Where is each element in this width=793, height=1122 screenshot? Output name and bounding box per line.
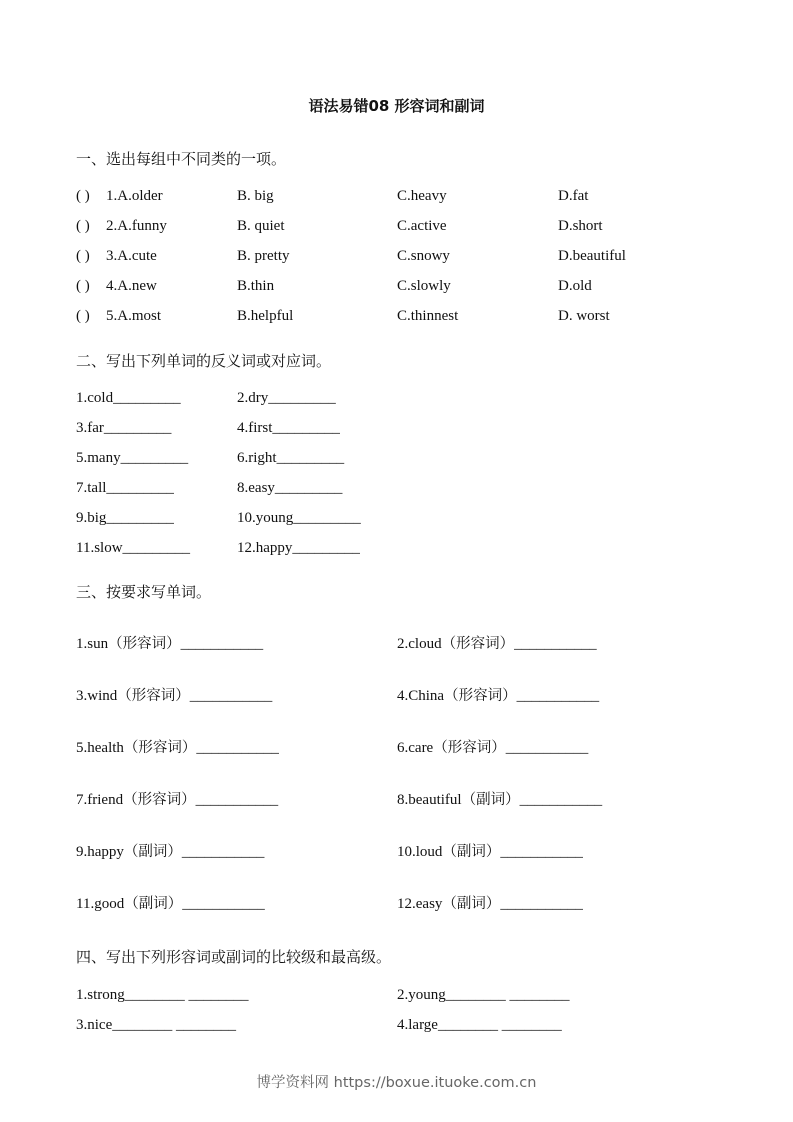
base-word: 6.care [397, 740, 434, 756]
answer-blank: ___________ [180, 636, 264, 652]
option-a: 5.A.most [106, 308, 162, 324]
base-word: 2.cloud [397, 636, 442, 652]
part-of-speech-hint: （形容词） [123, 740, 197, 756]
section3-heading: 三、按要求写单词。 [76, 583, 212, 601]
word-blank: 10.young_________ [237, 510, 361, 526]
footer-watermark: 博学资料网 https://boxue.ituoke.com.cn [256, 1075, 537, 1091]
option-a: 1.A.older [106, 188, 163, 204]
word-blank: 5.many_________ [76, 450, 189, 466]
part-of-speech-hint: （副词） [442, 844, 501, 860]
option-c: C.snowy [397, 248, 450, 264]
answer-blank: ___________ [500, 896, 583, 912]
option-a: 4.A.new [106, 278, 157, 294]
base-word: 4.China [397, 688, 445, 704]
option-c: C.slowly [397, 278, 451, 294]
option-d: D.beautiful [558, 248, 626, 264]
word-form-item [76, 840, 264, 861]
word-blank: 4.first_________ [237, 420, 340, 436]
word-blank: 2.dry_________ [237, 390, 336, 406]
comparison-blank: 2.young________ ________ [397, 987, 570, 1003]
option-d: D.old [558, 278, 592, 294]
option-c: C.thinnest [397, 308, 459, 324]
answer-paren: ( ) [76, 248, 90, 264]
word-form-item [397, 788, 602, 809]
answer-blank: ___________ [182, 896, 265, 912]
answer-paren: ( ) [76, 218, 90, 234]
page-title: 语法易错08 形容词和副词 [308, 97, 485, 115]
comparison-blank: 4.large________ ________ [397, 1017, 562, 1033]
word-form-item [76, 736, 279, 757]
answer-blank: ___________ [189, 688, 273, 704]
word-blank: 9.big_________ [76, 510, 174, 526]
answer-paren: ( ) [76, 278, 90, 294]
comparison-blank: 1.strong________ ________ [76, 987, 249, 1003]
part-of-speech-hint: （形容词） [441, 636, 515, 652]
part-of-speech-hint: （副词） [123, 844, 182, 860]
comparison-blank: 3.nice________ ________ [76, 1017, 236, 1033]
section1-heading: 一、选出每组中不同类的一项。 [76, 150, 287, 168]
word-form-item [397, 632, 597, 653]
part-of-speech-hint: （副词） [442, 896, 501, 912]
word-blank: 7.tall_________ [76, 480, 174, 496]
word-blank: 3.far_________ [76, 420, 172, 436]
part-of-speech-hint: （形容词） [108, 636, 181, 652]
option-d: D. worst [558, 308, 610, 324]
option-b: B.helpful [237, 308, 294, 324]
word-blank: 6.right_________ [237, 450, 345, 466]
word-form-item [397, 892, 583, 913]
word-form-item [76, 892, 265, 913]
base-word: 9.happy [76, 844, 124, 860]
option-d: D.fat [558, 188, 589, 204]
part-of-speech-hint: （形容词） [433, 740, 506, 756]
option-b: B. pretty [237, 248, 290, 264]
base-word: 3.wind [76, 688, 118, 704]
option-d: D.short [558, 218, 603, 234]
section4-heading: 四、写出下列形容词或副词的比较级和最高级。 [76, 948, 392, 966]
word-form-item [397, 736, 588, 757]
part-of-speech-hint: （形容词） [123, 792, 196, 808]
answer-blank: ___________ [514, 636, 597, 652]
section2-heading: 二、写出下列单词的反义词或对应词。 [76, 352, 332, 370]
option-b: B.thin [237, 278, 275, 294]
base-word: 5.health [76, 740, 124, 756]
option-c: C.active [397, 218, 447, 234]
answer-blank: ___________ [181, 844, 265, 860]
word-blank: 8.easy_________ [237, 480, 343, 496]
answer-blank: ___________ [195, 792, 279, 808]
word-form-item [397, 684, 599, 705]
option-a: 2.A.funny [106, 218, 167, 234]
answer-paren: ( ) [76, 188, 90, 204]
base-word: 12.easy [397, 896, 443, 912]
answer-blank: ___________ [519, 792, 603, 808]
answer-blank: ___________ [516, 688, 600, 704]
answer-blank: ___________ [505, 740, 589, 756]
word-blank: 1.cold_________ [76, 390, 181, 406]
option-b: B. quiet [237, 218, 285, 234]
answer-paren: ( ) [76, 308, 90, 324]
word-blank: 11.slow_________ [76, 540, 191, 556]
answer-blank: ___________ [196, 740, 279, 756]
base-word: 11.good [76, 896, 125, 912]
base-word: 8.beautiful [397, 792, 462, 808]
answer-blank: ___________ [500, 844, 583, 860]
part-of-speech-hint: （副词） [124, 896, 183, 912]
option-b: B. big [237, 188, 274, 204]
part-of-speech-hint: （副词） [461, 792, 520, 808]
option-c: C.heavy [397, 188, 447, 204]
base-word: 10.loud [397, 844, 443, 860]
word-blank: 12.happy_________ [237, 540, 360, 556]
word-form-item [76, 632, 263, 653]
part-of-speech-hint: （形容词） [444, 688, 517, 704]
word-form-item [76, 684, 272, 705]
word-form-item [397, 840, 583, 861]
base-word: 7.friend [76, 792, 124, 808]
option-a: 3.A.cute [106, 248, 157, 264]
word-form-item [76, 788, 278, 809]
part-of-speech-hint: （形容词） [117, 688, 190, 704]
base-word: 1.sun [76, 636, 109, 652]
